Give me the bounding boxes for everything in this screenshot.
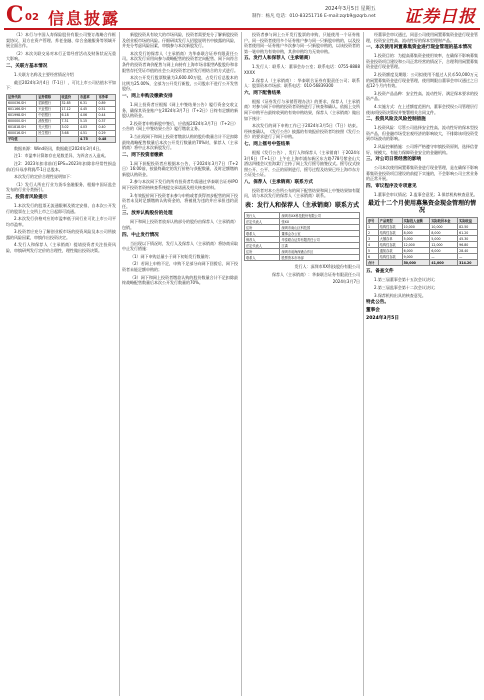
table-cell: 5,000 [402, 236, 430, 242]
table-cell: 浦发银行 [37, 118, 60, 124]
table-title: 表：发行人和保荐人（主承销商）联系方式 [244, 202, 359, 210]
paragraph: 根据《证券发行与承销管理办法》的要求，保荐人（主承销商）对参与网下申购的投资者资格进行了核查和确认。依据上交所网下申购平台最终收到的有效申购结果，保荐人（主承销商）做出如下统计： [244, 98, 360, 121]
paragraph: 一、网上申购及缴款安排 [122, 93, 173, 99]
paragraph: （2）本次关联交易对本行正常经营活动及财务状况无重大影响。 [6, 50, 116, 62]
table-title: 最近十二个月使用募集资金现金管理的情况 [367, 200, 476, 215]
paragraph: 特此公告。 [366, 300, 389, 306]
paragraph: 三、放弃认购股份的处理 [122, 211, 173, 217]
column-divider [363, 32, 364, 696]
table-cell [60, 136, 78, 142]
column-4 [366, 32, 478, 696]
paragraph: 三、对公司日常经营的影响 [366, 157, 422, 163]
paragraph: 3.当出现网下和网上投资者缴款认购的股份数量合计不足扣除最终战略配售数量后本次公开发行数量的70%时，保荐人（主承销商）将中止本次新股发行。 [122, 133, 238, 151]
table-cell: 10,000 [430, 224, 458, 230]
table-header-cell: 市净率 [97, 94, 116, 100]
paragraph: 投资者对本公告所公布的网下配售结果和网上中签结果如有疑问，请与本次发行的保荐人（主承销商）联系。 [244, 187, 360, 199]
table-cell [378, 260, 402, 266]
paragraph: 2.风险控制措施：公司将严格遵守审慎投资原则，选择信誉好、规模大、有能力保障资金安全的金融机构。 [366, 143, 478, 155]
table-cell: 6.18 [60, 112, 78, 118]
table-cell: 96.80 [458, 242, 478, 248]
section-title: 信息披露 [48, 9, 121, 28]
table-cell: 江禹 [280, 243, 360, 249]
table-cell: 1 [367, 224, 379, 230]
paragraph: 截至2024年3月4日（T-1日），可比上市公司估值水平如下： [6, 79, 116, 91]
paragraph: 3.保荐机构出具的核查意见。 [374, 292, 426, 298]
paragraph: 2.保荐人（主承销商）：华泰联合证券有限责任公司；联系人：股票资本市场部；联系电话：010-56839300 [244, 77, 360, 89]
table-cell: 0.40 [97, 124, 116, 130]
table-cell: 深圳市XX科技股份有限公司 [280, 213, 360, 219]
paragraph: 五、发行人和保荐人（主承销商） [244, 56, 313, 62]
paragraph: （2）若网上申购不足，申购不足部分向网下回拨后，网下投资者未能足额申购的； [122, 261, 238, 272]
paragraph: 本次发行的定价合理性说明如下： [14, 174, 74, 180]
table-cell: 6,000 [430, 248, 458, 254]
table-cell: 0.48 [97, 136, 116, 142]
table-cell: 6.31 [78, 100, 96, 106]
paragraph: 二、投资风险及风险控制措施 [366, 117, 426, 123]
paragraph: 1.董事会审议情况；2.监事会意见；3.保荐机构核查意见。 [374, 191, 478, 197]
table-cell: 华泰联合证券有限责任公司 [280, 237, 360, 243]
table-cell: 600036.SH [7, 100, 37, 106]
paragraph: 投资者参与网上公开发行股票的申购，只能使用一个证券账户。同一投资者使用多个证券账户参与同一只新股申购的，以及投资者使用同一证券账户多次参与同一只新股申购的，以该投资者的第一笔申购为有效申购，其余申购均为无效申购。 [244, 32, 360, 54]
paragraph: （3）网下和网上投资者缴款认购的股份数量合计不足扣除最终战略配售数量后本次公开发行数量的70%。 [122, 274, 238, 286]
table-cell: 601998.SH [7, 112, 37, 118]
data-table [6, 94, 116, 143]
table-cell: 3.02 [60, 124, 78, 130]
table-cell: 4.45 [78, 106, 96, 112]
paragraph: 四、中止发行情况 [122, 232, 159, 238]
table-cell: 3.68 [60, 130, 78, 136]
masthead-logo: 证券日报 [404, 7, 476, 27]
table-header-cell: 实际收回本金 [430, 218, 458, 224]
table-cell: 法定代表人 [245, 219, 280, 225]
table-cell: 4 [367, 242, 379, 248]
paragraph: 八、保荐人（主承销商）联系方式 [244, 179, 313, 185]
table-cell: 深圳市前海深港合作区 [280, 249, 360, 255]
table-cell: 光大银行 [37, 124, 60, 130]
table-cell: 4.75 [78, 136, 96, 142]
table-cell: 32.85 [60, 100, 78, 106]
paragraph: 4.发行人和保荐人（主承销商）提请投资者关注投资风险，审慎研判发行定价的合理性，理性做出投资决策。 [6, 242, 116, 254]
table-cell: 5.15 [78, 118, 96, 124]
paragraph: 3.有效报价网下投资者未参与申购或者获得初步配售的网下投资者未及时足额缴纳认购资金的，将被视为违约并应承担违约责任。 [122, 192, 238, 209]
table-cell: 兴业银行 [37, 106, 60, 112]
paragraph: 当出现以下情况时，发行人及保荐人（主承销商）将协商采取中止发行措施： [122, 240, 238, 252]
paragraph: （1）网下申购总量小于网下初始发行数量的； [130, 253, 213, 259]
signature-line: 2024年3月7日 [332, 279, 360, 285]
page-header [0, 0, 484, 30]
paragraph: 2024年3月5日 [366, 316, 399, 322]
paragraph: 1.发行人：联系人：董事会办公室；联系电话：0755-8888XXXX [244, 64, 360, 75]
paragraph: 1.本次发行的股票无流通限制及锁定安排，自本次公开发行的股票在上交所上市之日起即可流通。 [6, 202, 116, 214]
paragraph: 2.投资额度及期限：公司拟使用不超过人民币50,000万元的闲置募集资金进行现金管理，使用期限自董事会审议通过之日起12个月内有效。 [366, 71, 478, 89]
paragraph: 3.投资产品品种：安全性高、流动性好、满足保本要求的投资产品。 [366, 90, 478, 102]
table-cell: 0.89 [97, 100, 116, 106]
paragraph: 五、备查文件 [366, 269, 394, 275]
table-cell: 法定代表人 [245, 243, 280, 249]
page-number: 02 [25, 12, 39, 23]
table-header-cell: 证券代码 [7, 94, 37, 100]
table-cell: 大额存单 [378, 236, 402, 242]
table-cell: 保荐人 [245, 237, 280, 243]
table-cell: 招商银行 [37, 100, 60, 106]
table-cell: 8,000 [402, 230, 430, 236]
paragraph: 二、网下投资者缴款 [122, 152, 164, 158]
signature-line: 保荐人（主承销商）：华泰联合证券有限责任公司 [272, 271, 360, 277]
table-cell: 结构性存款 [378, 242, 402, 248]
table-cell: 0.37 [97, 118, 116, 124]
table-cell: 深圳市南山区科技园 [280, 225, 360, 231]
table-header-cell: 实际收益 [458, 218, 478, 224]
table-cell: 314.20 [458, 260, 478, 266]
column-2 [122, 32, 238, 696]
table-total-row [367, 260, 478, 266]
paragraph: （1）发行人所在行业为货币金融服务，根据中国证监会发布的行业分类指引。 [6, 181, 116, 193]
paragraph: 四、审议程序及专项意见 [366, 183, 417, 189]
paragraph: 二、关联方基本情况 [6, 63, 48, 69]
table-cell: 3 [367, 236, 379, 242]
table-cell: 45.30 [458, 236, 478, 242]
signature-line: 发行人：深圳市XX科技股份有限公司 [294, 264, 360, 270]
table-cell: 82.50 [458, 224, 478, 230]
table-cell: 住所 [245, 249, 280, 255]
table-note: 注2：2023年扣非前/后EPS=2023年扣除非经常性损益前/后归母净利润/T-1日总股本。 [6, 160, 116, 172]
table-header-cell: 产品类型 [378, 218, 402, 224]
paragraph: 网下和网上投资者放弃认购部分的股份由保荐人（主承销商）包销。 [122, 219, 238, 231]
table-header-cell: 收盘价 [60, 94, 78, 100]
table-header-cell: 实际投入金额 [402, 218, 430, 224]
paragraph: 公司本次使用闲置募集资金进行现金管理，是在确保不影响募集资金投资项目建设的前提下实施的，不会影响公司主营业务的正常开展。 [366, 165, 478, 182]
table-note: 注1：市盈率计算如存在尾数差异，为四舍五入造成。 [14, 153, 109, 159]
table-cell: 结构性存款 [378, 224, 402, 230]
paragraph: 1.关联方名称及主要经营情况介绍 [14, 71, 74, 77]
paragraph: 一、本次使用闲置募集资金进行现金管理的基本情况 [366, 45, 472, 51]
table-cell: 住所 [245, 225, 280, 231]
table-cell: 董事会办公室 [280, 231, 360, 237]
table-row [245, 255, 360, 261]
table-cell: — [458, 254, 478, 260]
table-cell: 张XX [280, 219, 360, 225]
table-total-row [7, 136, 116, 142]
data-table [244, 212, 360, 261]
paragraph: 本次发行的网下申购工作已于2024年3月5日（T日）结束。经核查确认，《发行公告》披露的有效报价投资者均按照《发行公告》的要求进行了网下申购。 [244, 123, 360, 140]
table-cell: — [430, 254, 458, 260]
paragraph: 董事会 [366, 308, 380, 314]
paragraph: 1.第三届董事会第十五次会议决议； [374, 277, 438, 283]
table-header-cell: 证券简称 [37, 94, 60, 100]
table-cell: 6,000 [402, 248, 430, 254]
column-divider [119, 32, 120, 696]
data-table [366, 217, 478, 266]
paragraph: 1.网下获配投资者应根据本公告，于2024年3月7日（T+2日）16:00前，按最终确定的发行价格与获配数量，及时足额缴纳新股认购资金。 [122, 160, 238, 177]
paragraph: 本次发行的保荐人（主承销商）为华泰联合证券有限责任公司。本次发行采用向参与战略配售的投资者定向配售、网下向符合条件的投资者询价配售与网上向持有上海市场非限售A股股份和非限售存托凭证市值的社会公众投资者定价发行相结合的方式进行。 [122, 50, 238, 73]
table-cell: 2 [367, 230, 379, 236]
paragraph: 1.投资目的：为提高募集资金使用效率，在确保不影响募集资金投资项目建设和公司正常经营的情况下，合理利用闲置募集资金进行现金管理。 [366, 53, 478, 70]
table-cell: 10,000 [402, 224, 430, 230]
paragraph: 新股投资具有较大的市场风险，投资者需要充分了解新股投资及创业板市场的风险。仔细研读发行人招股说明书中披露的风险，并充分考虑风险因素，审慎参与本次新股发行。 [122, 32, 238, 49]
table-cell: 600016.SH [7, 130, 37, 136]
table-cell: 7.31 [60, 118, 78, 124]
table-cell: 通知存款 [378, 248, 402, 254]
section-logo-letter: C [6, 2, 24, 28]
issue-date: 2024年3月5日 星期五 [325, 6, 376, 12]
table-cell: 17.12 [60, 106, 78, 112]
table-cell: 联系人 [245, 255, 280, 261]
column-3 [244, 32, 360, 696]
table-cell: 601818.SH [7, 124, 37, 130]
table-cell: 结构性存款 [378, 254, 402, 260]
table-cell: 股票资本市场部 [280, 255, 360, 261]
table-cell: 4.03 [78, 124, 96, 130]
table-header-cell: 序号 [367, 218, 379, 224]
table-cell: 联系人 [245, 231, 280, 237]
table-cell: 61.20 [458, 230, 478, 236]
paragraph: （1）本行与中国人寿保险股份有限公司签订战略合作框架协议，双方在资产管理、养老金融、综合金融服务等领域开展全面合作。 [6, 32, 116, 49]
table-cell [37, 136, 60, 142]
table-cell: 12,000 [402, 242, 430, 248]
table-cell: 8,000 [430, 230, 458, 236]
column-divider [241, 32, 242, 696]
table-cell: 0.44 [97, 112, 116, 118]
table-header-cell: 市盈率 [78, 94, 96, 100]
table-cell: 6 [367, 254, 379, 260]
paragraph: 六、网下配售结果 [244, 90, 281, 96]
paragraph: 2.本次发行价格对应的市盈率低于同行业可比上市公司平均市盈率。 [6, 216, 116, 227]
table-cell: 合计 [367, 260, 379, 266]
paragraph: 2.第三届监事会第十二次会议决议； [374, 285, 438, 291]
paragraph: 本次公开发行股票数量为3,600.00万股，占发行后总股本的比例为25.00%，全部为公开发行新股，公司股东不进行公开发售股份。 [122, 75, 238, 92]
table-cell: 0.29 [97, 130, 116, 136]
column-1 [6, 32, 116, 696]
paragraph: 经董事会审议通过，同意公司使用闲置募集资金进行现金管理，投资安全性高、流动性好的保本型理财产品。 [366, 32, 478, 43]
table-cell: 平均值 [7, 136, 37, 142]
paragraph: 3.投资者应充分了解创业板市场的投资风险及本公司所披露的风险因素，审慎作出投资决定。 [6, 229, 116, 240]
table-cell: 中信银行 [37, 112, 60, 118]
paragraph: 三、投资者风险提示 [6, 194, 48, 200]
paragraph: 1.投资风险：尽管公司选择安全性高、流动性好的保本型投资产品，但金融市场受宏观经济的影响较大，不排除该项投资受到市场波动的影响。 [366, 125, 478, 142]
table-cell: 0.51 [97, 106, 116, 112]
table-cell: 民生银行 [37, 130, 60, 136]
table-cell: 9,000 [402, 254, 430, 260]
paragraph: 2.投资者申购新股中签后，应依据2024年3月7日（T+2日）公告的《网上中签结果公告》履行缴款义务。 [122, 120, 238, 132]
table-cell: 12,000 [430, 242, 458, 248]
table-cell: 41,000 [430, 260, 458, 266]
paragraph: 4.实施方式：在上述额度范围内，董事会授权公司管理层行使该项投资决策权并签署相关合同文件。 [366, 103, 478, 115]
table-cell: 4.51 [78, 130, 96, 136]
table-cell: 28.40 [458, 248, 478, 254]
paragraph: 七、网上摇号中签结果 [244, 141, 290, 147]
paragraph: 根据《发行公告》，发行人和保荐人（主承销商）于2024年3月6日（T+1日）上午在上海市浦东新区东方路778号紫金山大酒店四楼会议室海棠厅主持了网上发行摇号抽签仪式。摇号仪式按照公开、公平、公正的原则进行，摇号过程及结果已经上海市东方公证处公证。 [244, 149, 360, 178]
table-cell: 600000.SH [7, 118, 37, 124]
paragraph: 2.参与本次网下发行的所有投资者均需通过华泰联合证券IPO网下投资者资格核查系统提交承诺函及相关核查材料。 [122, 179, 238, 191]
paragraph: 1.网上投资者应根据《网上中签结果公告》履行资金交收义务，确保其资金账户在2024年3月7日（T+2日）日终有足额的新股认购资金。 [122, 101, 238, 119]
table-cell: 50,000 [402, 260, 430, 266]
table-cell: 发行人 [245, 213, 280, 219]
header-rule [4, 28, 480, 30]
table-cell: 601166.SH [7, 106, 37, 112]
table-cell: 5,000 [430, 236, 458, 242]
table-cell: 4.06 [78, 112, 96, 118]
table-cell: 结构性存款 [378, 230, 402, 236]
table-cell: 5 [367, 248, 379, 254]
table-note: 数据来源：Wind资讯，数据截至2024年3月4日。 [14, 145, 104, 151]
contact-line: 制作：杨凡 电话：010-83251716 E-mail:zqrb9@zqrb.net [252, 14, 376, 19]
